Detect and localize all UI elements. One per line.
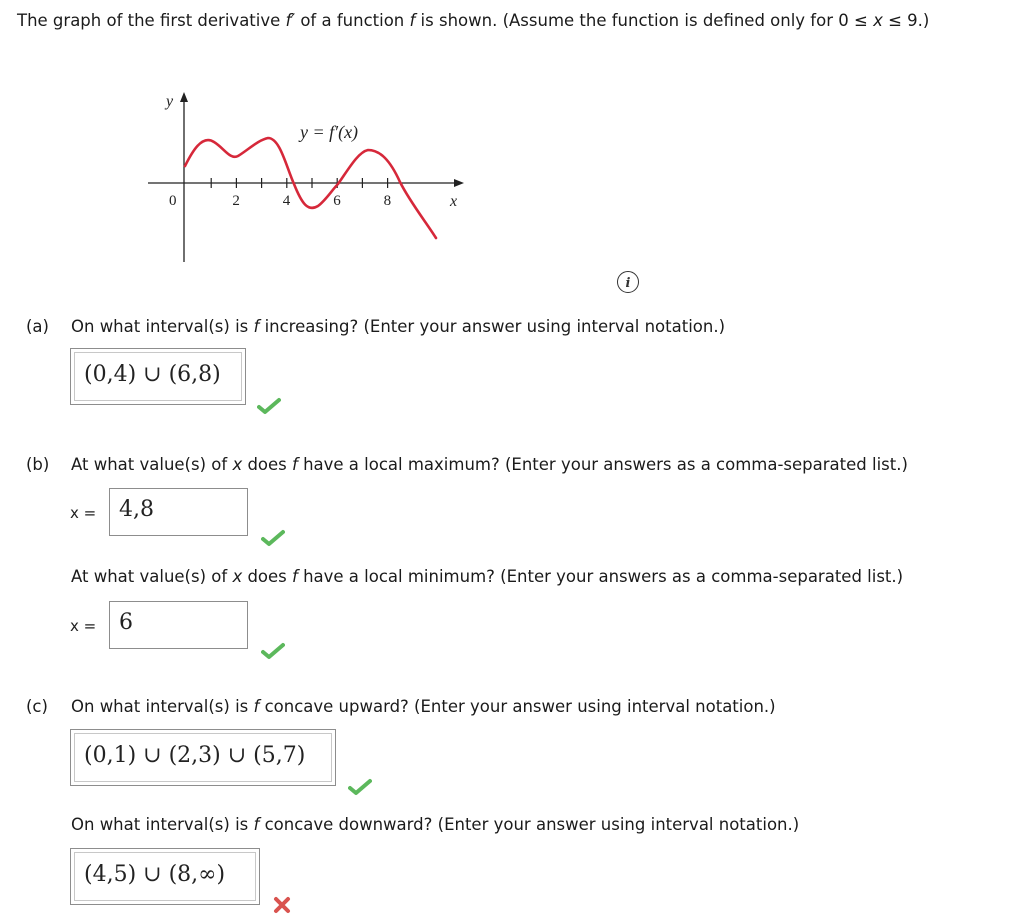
derivative-curve <box>185 138 436 238</box>
part-b-min-question <box>71 567 903 586</box>
part-a-label: (a) <box>26 317 49 336</box>
question-x: x <box>232 455 243 474</box>
part-a-answer: (0,4) ∪ (6,8) <box>84 362 221 387</box>
x-tick-label: 2 <box>232 193 240 209</box>
question-text: have a local minimum? (Enter your answers as a comma-separated list.) <box>297 567 904 586</box>
concave-down-answer-box[interactable] <box>70 848 260 905</box>
prompt-fprime: f′ <box>285 11 296 30</box>
question-text: concave upward? (Enter your answer using interval notation.) <box>259 697 776 716</box>
prompt-f: f <box>409 11 416 30</box>
question-text: At what value(s) of <box>71 455 233 474</box>
problem-prompt <box>17 11 929 30</box>
x-axis-label: x <box>450 193 458 210</box>
check-icon <box>261 529 285 547</box>
concave-up-answer-box[interactable] <box>70 729 336 786</box>
cross-icon <box>272 895 292 915</box>
x-tick-label: 4 <box>282 193 291 209</box>
question-f: f <box>292 455 298 474</box>
info-icon[interactable] <box>617 271 639 293</box>
question-text: concave downward? (Enter your answer using interval notation.) <box>259 815 800 834</box>
question-f: f <box>292 567 298 586</box>
question-text: On what interval(s) is <box>71 815 254 834</box>
concave-down-answer: (4,5) ∪ (8,∞) <box>84 862 226 887</box>
part-c-up-question <box>71 697 776 716</box>
prompt-text: The graph of the first derivative <box>17 11 286 30</box>
part-a-question <box>71 317 725 336</box>
prompt-x: x <box>873 11 883 30</box>
check-icon <box>261 642 285 660</box>
question-x: x <box>232 567 243 586</box>
prompt-text: ≤ 9.) <box>882 11 930 30</box>
question-f: f <box>253 815 260 834</box>
question-text: have a local maximum? (Enter your answers as a comma-separated list.) <box>297 455 908 474</box>
prompt-text: is shown. (Assume the function is defined only for 0 ≤ <box>415 11 874 30</box>
y-axis-arrow <box>180 92 188 102</box>
concave-up-answer: (0,1) ∪ (2,3) ∪ (5,7) <box>84 743 306 768</box>
derivative-graph <box>140 86 480 266</box>
min-x-prefix: x = <box>70 617 97 635</box>
question-text: does <box>242 455 293 474</box>
local-min-value: 6 <box>119 610 133 635</box>
prompt-text: of a function <box>295 11 410 30</box>
local-min-input[interactable] <box>109 601 248 649</box>
info-icon-glyph: i <box>625 276 631 291</box>
check-icon <box>257 397 281 415</box>
part-b-label: (b) <box>26 455 50 474</box>
x-axis-arrow <box>454 179 464 187</box>
check-icon <box>348 778 372 796</box>
curve-label: y = f′(x) <box>300 122 359 142</box>
part-c-down-question <box>71 815 799 834</box>
local-max-input[interactable] <box>109 488 248 536</box>
y-axis-label: y <box>166 93 174 110</box>
question-text: On what interval(s) is <box>71 317 254 336</box>
local-max-value: 4,8 <box>119 497 154 522</box>
origin-label: 0 <box>169 193 177 209</box>
part-c-label: (c) <box>26 697 48 716</box>
part-a-answer-box[interactable] <box>70 348 246 405</box>
x-tick-label: 6 <box>333 193 341 209</box>
question-text: At what value(s) of <box>71 567 233 586</box>
question-text: does <box>242 567 293 586</box>
question-f: f <box>253 317 260 336</box>
question-text: increasing? (Enter your answer using interval notation.) <box>259 317 726 336</box>
question-text: On what interval(s) is <box>71 697 254 716</box>
part-b-max-question <box>71 455 908 474</box>
question-f: f <box>253 697 260 716</box>
x-tick-label: 8 <box>383 193 392 209</box>
max-x-prefix: x = <box>70 504 97 522</box>
